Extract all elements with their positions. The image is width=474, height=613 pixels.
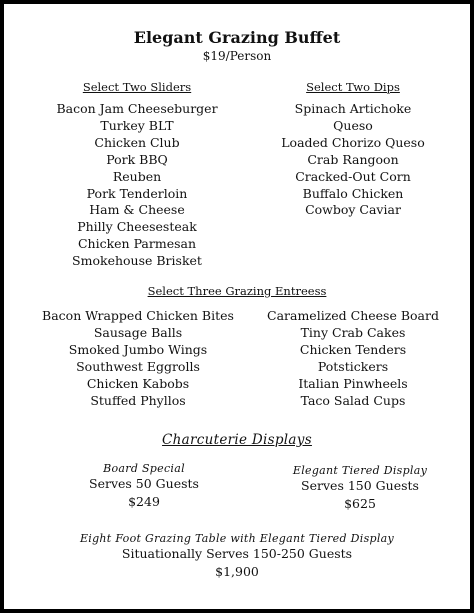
list-item: Cowboy Caviar bbox=[305, 202, 401, 218]
list-item: Bacon Wrapped Chicken Bites bbox=[42, 308, 234, 323]
tiered-display-price: $625 bbox=[344, 496, 376, 511]
board-special-price: $249 bbox=[128, 494, 160, 509]
list-item: Chicken Kabobs bbox=[86, 375, 190, 391]
list-item: Buffalo Chicken bbox=[302, 185, 404, 201]
price-per-person: $19/Person bbox=[202, 49, 272, 63]
list-item: Crab Rangoon bbox=[307, 151, 399, 167]
list-item: Sausage Balls bbox=[93, 324, 183, 340]
list-item: Potstickers bbox=[317, 358, 389, 374]
tiered-display-section bbox=[260, 464, 460, 513]
board-special-serves: Serves 50 Guests bbox=[89, 476, 199, 491]
entrees-right-list bbox=[240, 308, 466, 409]
list-item: Smokehouse Brisket bbox=[72, 253, 202, 269]
grazing-table-price: $1,900 bbox=[215, 564, 259, 579]
dips-section bbox=[240, 80, 466, 219]
charcuterie-heading: Charcuterie Displays bbox=[162, 432, 312, 448]
list-item: Taco Salad Cups bbox=[300, 392, 406, 408]
entrees-left-section bbox=[20, 308, 256, 409]
list-item: Southwest Eggrolls bbox=[76, 358, 200, 374]
list-item: Pork Tenderloin bbox=[86, 185, 188, 201]
list-item: Reuben bbox=[112, 168, 162, 184]
list-item: Stuffed Phyllos bbox=[90, 392, 186, 408]
board-special-section bbox=[44, 462, 244, 511]
list-item: Pork BBQ bbox=[106, 151, 168, 167]
tiered-display-serves: Serves 150 Guests bbox=[301, 478, 419, 493]
list-item: Chicken Tenders bbox=[299, 341, 407, 357]
entrees-right-section bbox=[240, 308, 466, 409]
entrees-heading: Select Three Grazing Entreess bbox=[147, 284, 327, 298]
list-item: Philly Cheesesteak bbox=[77, 219, 197, 235]
page-title: Elegant Grazing Buffet bbox=[133, 28, 341, 47]
list-item: Caramelized Cheese Board bbox=[267, 308, 439, 323]
list-item: Bacon Jam Cheeseburger bbox=[56, 101, 218, 116]
list-item: Smoked Jumbo Wings bbox=[68, 341, 208, 357]
tiered-display-name: Elegant Tiered Display bbox=[292, 464, 428, 477]
grazing-table-serves: Situationally Serves 150-250 Guests bbox=[121, 546, 353, 561]
sliders-heading: Select Two Sliders bbox=[82, 80, 192, 94]
sliders-list bbox=[24, 101, 250, 270]
list-item: Spinach Artichoke bbox=[294, 101, 412, 116]
list-item: Turkey BLT bbox=[100, 117, 174, 133]
list-item: Loaded Chorizo Queso bbox=[281, 134, 425, 150]
sliders-section bbox=[24, 80, 250, 270]
list-item: Chicken Club bbox=[94, 134, 180, 150]
list-item: Ham & Cheese bbox=[89, 202, 185, 218]
list-item: Tiny Crab Cakes bbox=[300, 324, 406, 340]
list-item: Queso bbox=[333, 117, 373, 133]
board-special-name: Board Special bbox=[103, 462, 185, 475]
list-item: Chicken Parmesan bbox=[77, 236, 197, 252]
dips-heading: Select Two Dips bbox=[306, 80, 400, 94]
list-item: Italian Pinwheels bbox=[298, 375, 408, 391]
dips-list bbox=[240, 101, 466, 219]
grazing-table-section bbox=[4, 532, 470, 581]
grazing-table-name: Eight Foot Grazing Table with Elegant Tiered Display bbox=[79, 532, 395, 545]
list-item: Cracked-Out Corn bbox=[295, 168, 411, 184]
entrees-left-list bbox=[20, 308, 256, 409]
